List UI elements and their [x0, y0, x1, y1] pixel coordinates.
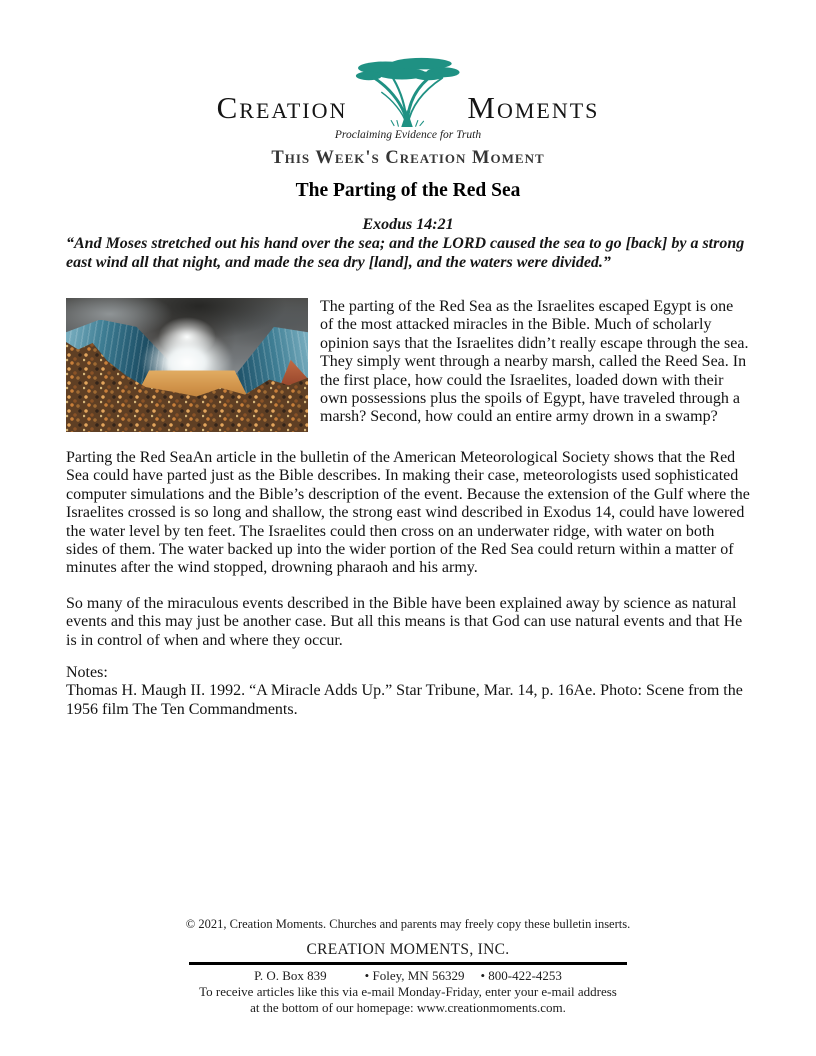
- verse-reference: Exodus 14:21: [362, 216, 454, 233]
- po-box: P. O. Box 839: [254, 967, 327, 983]
- notes-text: Thomas H. Maugh II. 1992. “A Miracle Adds Up.” Star Tribune, Mar. 14, p. 16Ae. Photo: Scene from the 1956 film The Ten Commandments.: [66, 682, 743, 718]
- bulletin-footer: [0, 917, 816, 1017]
- notes-block: [66, 664, 750, 719]
- section-kicker: This Week's Creation Moment: [271, 148, 545, 168]
- lead-section: [66, 298, 750, 432]
- scripture-block: [66, 216, 750, 272]
- footer-divider: [189, 962, 627, 965]
- logo-word-moments: Moments: [467, 90, 600, 125]
- notes-label: Notes:: [66, 664, 108, 681]
- company-name: CREATION MOMENTS, INC.: [306, 940, 510, 958]
- red-sea-photo: [66, 298, 308, 432]
- photo-foam-plume: [158, 317, 216, 357]
- copyright-line: © 2021, Creation Moments. Churches and parents may freely copy these bulletin inserts.: [185, 916, 631, 931]
- article-paragraph-3: So many of the miraculous events described in the Bible have been explained away by science as natural events and this may just be another case. But all this means is that God can use natural events and that He is in control of when and where they occur.: [66, 594, 743, 649]
- acacia-tree-icon: [351, 55, 463, 127]
- page-title: The Parting of the Red Sea: [295, 180, 521, 201]
- masthead: [66, 54, 750, 169]
- article-paragraph-2: Parting the Red SeaAn article in the bulletin of the American Meteorological Society shows that the Red Sea could have parted just as the Bible describes. In making their case, meteorologists used sophisticated computer simulations and the Bible’s description of the event. Because the extension of the Gulf where the Israelites crossed is so long and shallow, the strong east wind described in Exodus 14, could have lowered the water level by ten feet. The Israelites could then cross on an underwater ridge, with water on both sides of them. The water backed up into the wider portion of the Red Sea could return within a matter of minutes after the wind stopped, drowning pharaoh and his army.: [66, 449, 750, 577]
- subscribe-line-1: To receive articles like this via e-mail Monday-Friday, enter your e-mail address: [199, 983, 617, 999]
- logo-word-creation: Creation: [216, 90, 348, 125]
- address-line: [0, 968, 816, 984]
- subscribe-line-2: at the bottom of our homepage: www.creationmoments.com.: [250, 999, 566, 1015]
- logo-tagline: Proclaiming Evidence for Truth: [334, 129, 482, 141]
- creation-moments-logo: [66, 54, 750, 126]
- verse-quote: “And Moses stretched out his hand over the sea; and the LORD caused the sea to go [back] by a strong east wind all that night, and made the sea dry [land], and the waters were divided.”: [66, 235, 745, 271]
- city-state-zip: • Foley, MN 56329: [364, 967, 465, 983]
- article-paragraph-1: The parting of the Red Sea as the Israelites escaped Egypt is one of the most attacked miracles in the Bible. Much of scholarly opinion says that the Israelites didn’t really escape through the sea. They simply went through a nearby marsh, called the Reed Sea. In the first place, how could the Israelites, loaded down with their own possessions plus the spoils of Egypt, have traveled through a marsh? Second, how could an entire army drown in a swamp?: [320, 298, 749, 426]
- phone-number: • 800-422-4253: [480, 967, 562, 983]
